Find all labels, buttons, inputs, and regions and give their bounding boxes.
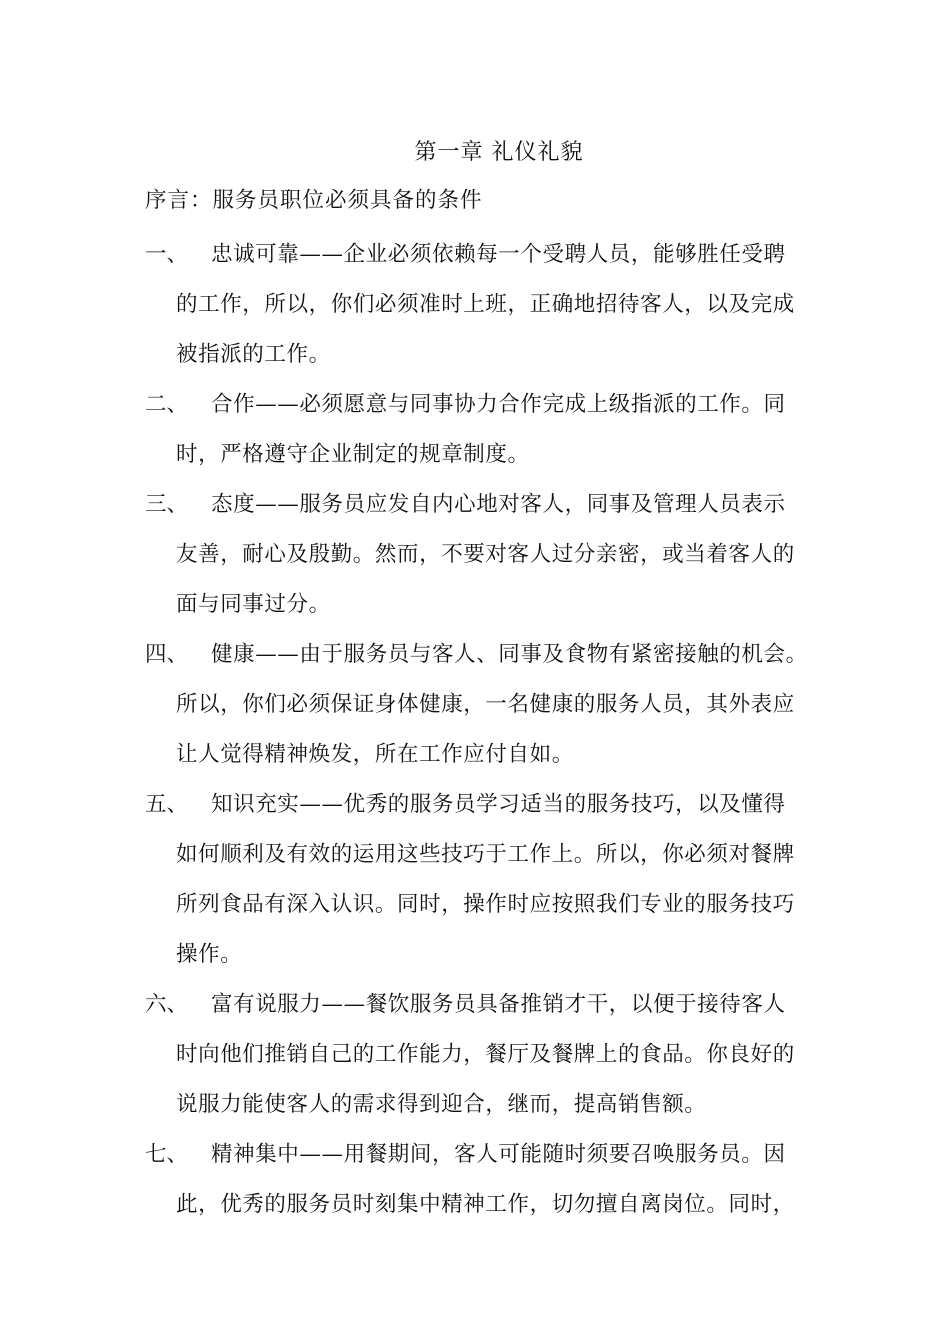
preface-heading: 序言：服务员职位必须具备的条件 xyxy=(145,188,483,213)
list-item xyxy=(0,480,950,630)
item-text-line: 态度——服务员应发自内心地对客人，同事及管理人员表示 xyxy=(211,492,786,517)
requirements-list xyxy=(0,230,950,1230)
chapter-title: 第一章 礼仪礼貌 xyxy=(414,140,584,165)
item-text-line: 时，严格遵守企业制定的规章制度。 xyxy=(176,442,530,467)
item-text-line: 健康——由于服务员与客人、同事及食物有紧密接触的机会。 xyxy=(211,642,808,667)
item-number: 四、 xyxy=(145,642,189,667)
item-text-line: 所以，你们必须保证身体健康，一名健康的服务人员，其外表应 xyxy=(176,692,795,717)
item-number: 二、 xyxy=(145,392,189,417)
item-text-line: 精神集中——用餐期间，客人可能随时须要召唤服务员。因 xyxy=(211,1142,786,1167)
item-text-line: 被指派的工作。 xyxy=(176,342,331,367)
item-number: 一、 xyxy=(145,242,189,267)
list-item xyxy=(0,980,950,1130)
list-item xyxy=(0,380,950,480)
item-text-line: 说服力能使客人的需求得到迎合，继而，提高销售额。 xyxy=(176,1092,707,1117)
item-text-line: 忠诚可靠——企业必须依赖每一个受聘人员，能够胜任受聘 xyxy=(211,242,786,267)
item-text-line: 合作——必须愿意与同事协力合作完成上级指派的工作。同 xyxy=(211,392,786,417)
item-text-line: 此，优秀的服务员时刻集中精神工作，切勿擅自离岗位。同时， xyxy=(176,1192,795,1217)
item-text-line: 操作。 xyxy=(176,942,243,967)
item-text-line: 友善，耐心及殷勤。然而，不要对客人过分亲密，或当着客人的 xyxy=(176,542,795,567)
item-number: 五、 xyxy=(145,792,189,817)
item-text-line: 富有说服力——餐饮服务员具备推销才干，以便于接待客人 xyxy=(211,992,786,1017)
item-text-line: 知识充实——优秀的服务员学习适当的服务技巧，以及懂得 xyxy=(211,792,786,817)
list-item xyxy=(0,230,950,380)
item-text-line: 的工作，所以，你们必须准时上班，正确地招待客人，以及完成 xyxy=(176,292,795,317)
item-text-line: 让人觉得精神焕发，所在工作应付自如。 xyxy=(176,742,574,767)
item-text-line: 所列食品有深入认识。同时，操作时应按照我们专业的服务技巧 xyxy=(176,892,795,917)
item-text-line: 时向他们推销自己的工作能力，餐厅及餐牌上的食品。你良好的 xyxy=(176,1042,795,1067)
item-number: 七、 xyxy=(145,1142,189,1167)
item-text-line: 如何顺利及有效的运用这些技巧于工作上。所以，你必须对餐牌 xyxy=(176,842,795,867)
list-item xyxy=(0,1130,950,1230)
list-item xyxy=(0,780,950,980)
item-text-line: 面与同事过分。 xyxy=(176,592,331,617)
item-number: 六、 xyxy=(145,992,189,1017)
list-item xyxy=(0,630,950,780)
item-number: 三、 xyxy=(145,492,189,517)
